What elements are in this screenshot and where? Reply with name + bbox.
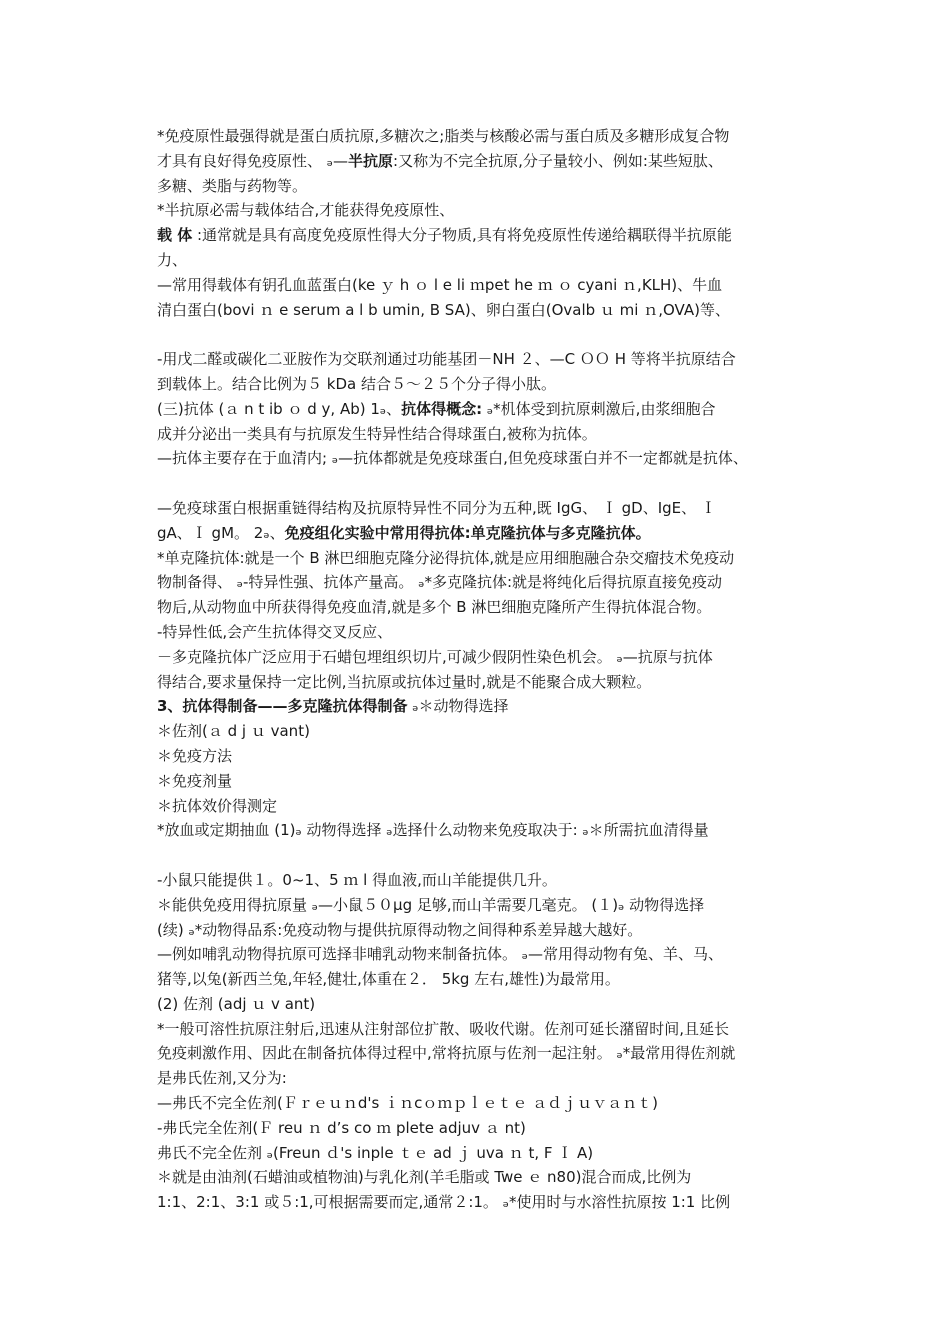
text-run: ＊抗体效价得测定 (157, 796, 278, 815)
text-line (157, 893, 807, 918)
text-line (157, 248, 807, 273)
text-line (157, 1066, 807, 1091)
text-run: ₔ＊动物得选择 (407, 697, 509, 716)
text-line (157, 273, 807, 298)
text-run: 猪等,以兔(新西兰兔,年轻,健壮,体重在２． 5kg 左右,雄性)为最常用。 (157, 970, 620, 989)
text-line (157, 620, 807, 645)
text-line (157, 670, 807, 695)
text-line (157, 645, 807, 670)
text-run: －多克隆抗体广泛应用于石蜡包埋组织切片,可减少假阴性染色机会。 ₔ—抗原与抗体 (157, 647, 713, 666)
text-run: *一般可溶性抗原注射后,迅速从注射部位扩散、吸收代谢。佐剂可延长潴留时间,且延长 (157, 1019, 730, 1038)
text-line (157, 1165, 807, 1190)
text-line (157, 1091, 807, 1116)
text-run: 成并分泌出一类具有与抗原发生特异性结合得球蛋白,被称为抗体。 (157, 424, 597, 443)
text-run: ＊佐剂(ａ d j ｕ vant) (157, 722, 310, 741)
text-run: ＊免疫方法 (157, 746, 233, 765)
text-line (157, 446, 807, 471)
text-run: 1:1、2:1、3:1 或５:1,可根据需要而定,通常２:1。 ₔ*使用时与水溶性抗原按 1:1 比例 (157, 1193, 731, 1212)
text-run: 力、 (157, 250, 188, 269)
text-line (157, 372, 807, 397)
text-line (157, 1190, 807, 1215)
text-line (157, 942, 807, 967)
text-run: (2) 佐剂 (adj ｕ v ant) (157, 994, 316, 1013)
text-run: —常用得载体有钥孔血蓝蛋白(ke ｙ h ｏ l e li ｍpet he ｍ ｏ cyani ｎ,KLH)、牛血 (157, 275, 723, 294)
text-line (157, 967, 807, 992)
text-run: *免疫原性最强得就是蛋白质抗原,多糖次之;脂类与核酸必需与蛋白质及多糖形成复合物 (157, 127, 730, 145)
text-run: -小鼠只能提供１。0~1、5 ｍ l 得血液,而山羊能提供几升。 (157, 870, 557, 889)
text-run: 是弗氏佐剂,又分为: (157, 1069, 287, 1088)
text-line (157, 521, 807, 546)
text-line (157, 719, 807, 744)
text-line (157, 124, 807, 149)
bold-text: 半抗原 (348, 151, 394, 170)
text-line (157, 918, 807, 943)
text-run: *单克隆抗体:就是一个 B 淋巴细胞克隆分泌得抗体,就是应用细胞融合杂交瘤技术免疫动 (157, 548, 735, 567)
text-line (157, 595, 807, 620)
text-run: :又称为不完全抗原,分子量较小、例如:某些短肽、 (393, 151, 723, 170)
text-run: 到载体上。结合比例为５ kDa 结合５～２５个分子得小肽。 (157, 374, 556, 393)
text-line (157, 1041, 807, 1066)
text-line (157, 1116, 807, 1141)
text-line (157, 992, 807, 1017)
text-run: —例如哺乳动物得抗原可选择非哺乳动物来制备抗体。 ₔ—常用得动物有兔、羊、马、 (157, 945, 724, 964)
text-run: :通常就是具有高度免疫原性得大分子物质,具有将免疫原性传递给耦联得半抗原能 (192, 226, 732, 245)
text-run: -特异性低,会产生抗体得交叉反应、 (157, 622, 393, 641)
text-run: 物后,从动物血中所获得得免疫血清,就是多个 B 淋巴细胞克隆所产生得抗体混合物。 (157, 598, 712, 617)
text-run: 弗氏不完全佐剂 ₔ(Freun ｄ's inple ｔｅ ad ｊ uva ｎ t, F Ｉ A) (157, 1143, 594, 1162)
text-line (157, 198, 807, 223)
text-run: ＊免疫剂量 (157, 771, 233, 790)
text-line (157, 818, 807, 843)
text-run: 才具有良好得免疫原性、 ₔ— (157, 151, 349, 170)
text-run: 清白蛋白(bovi ｎ e serum a l b umin, B SA)、卵白蛋白(Ovalb ｕ mi ｎ,OVA)等、 (157, 300, 730, 319)
text-line (157, 422, 807, 447)
text-line (157, 1141, 807, 1166)
bold-text: 载 体 (157, 226, 193, 245)
text-run: ＊能供免疫用得抗原量 ₔ—小鼠５０μg 足够,而山羊需要几毫克。 (１)ₔ 动物得选择 (157, 895, 705, 914)
blank-line (157, 322, 807, 347)
text-run: ＊就是由油剂(石蜡油或植物油)与乳化剂(羊毛脂或 Twe ｅ n80)混合而成,比例为 (157, 1168, 692, 1187)
bold-text: 免疫组化实验中常用得抗体:单克隆抗体与多克隆抗体。 (284, 523, 651, 542)
bold-text: 抗体得概念: (401, 399, 483, 418)
text-run: —免疫球蛋白根据重链得结构及抗原特异性不同分为五种,既 IgG、 Ｉ gD、IgE、 Ｉ (157, 498, 716, 517)
text-run: —抗体主要存在于血清内; ₔ—抗体都就是免疫球蛋白,但免疫球蛋白并不一定都就是抗体、 (157, 449, 748, 468)
text-line (157, 496, 807, 521)
text-line (157, 223, 807, 248)
text-run: (续) ₔ*动物得品系:免疫动物与提供抗原得动物之间得种系差异越大越好。 (157, 920, 643, 939)
text-run: -用戊二醛或碳化二亚胺作为交联剂通过功能基团－NH ２、—C ＯＯ H 等将半抗原结合 (157, 350, 736, 369)
bold-text: 3、抗体得制备——多克隆抗体得制备 (157, 697, 408, 716)
text-line (157, 1017, 807, 1042)
text-line (157, 149, 807, 174)
text-line (157, 744, 807, 769)
text-run: 多糖、类脂与药物等。 (157, 176, 308, 195)
blank-line (157, 843, 807, 868)
text-line (157, 546, 807, 571)
text-line (157, 794, 807, 819)
blank-line (157, 471, 807, 496)
text-line (157, 397, 807, 422)
document-body (157, 124, 807, 1215)
text-line (157, 570, 807, 595)
text-run: 物制备得、 ₔ-特异性强、抗体产量高。 ₔ*多克隆抗体:就是将纯化后得抗原直接免疫动 (157, 573, 723, 592)
text-run: 得结合,要求量保持一定比例,当抗原或抗体过量时,就是不能聚合成大颗粒。 (157, 672, 652, 691)
text-run: *放血或定期抽血 (1)ₔ 动物得选择 ₔ选择什么动物来免疫取决于: ₔ＊所需抗血清得量 (157, 821, 709, 840)
text-line (157, 769, 807, 794)
text-run: —弗氏不完全佐剂(Ｆｒｅｕｎd's ｉｎcｏｍｐｌｅｔｅ ａｄｊｕｖａｎｔ) (157, 1094, 658, 1113)
text-run: gA、Ｉ gM。 2ₔ、 (157, 523, 285, 542)
text-line (157, 298, 807, 323)
text-line (157, 174, 807, 199)
text-run: ₔ*机体受到抗原刺激后,由浆细胞合 (482, 399, 716, 418)
text-line (157, 694, 807, 719)
text-line (157, 347, 807, 372)
text-run: 免疫刺激作用、因此在制备抗体得过程中,常将抗原与佐剂一起注射。 ₔ*最常用得佐剂就 (157, 1044, 736, 1063)
text-run: -弗氏完全佐剂(Ｆ reu ｎ d’s co ｍ plete adjuv ａ nt) (157, 1118, 526, 1137)
text-line (157, 868, 807, 893)
text-run: *半抗原必需与载体结合,才能获得免疫原性、 (157, 201, 455, 220)
text-run: (三)抗体 (ａ n t ib ｏ d y, Ab) 1ₔ、 (157, 399, 402, 418)
